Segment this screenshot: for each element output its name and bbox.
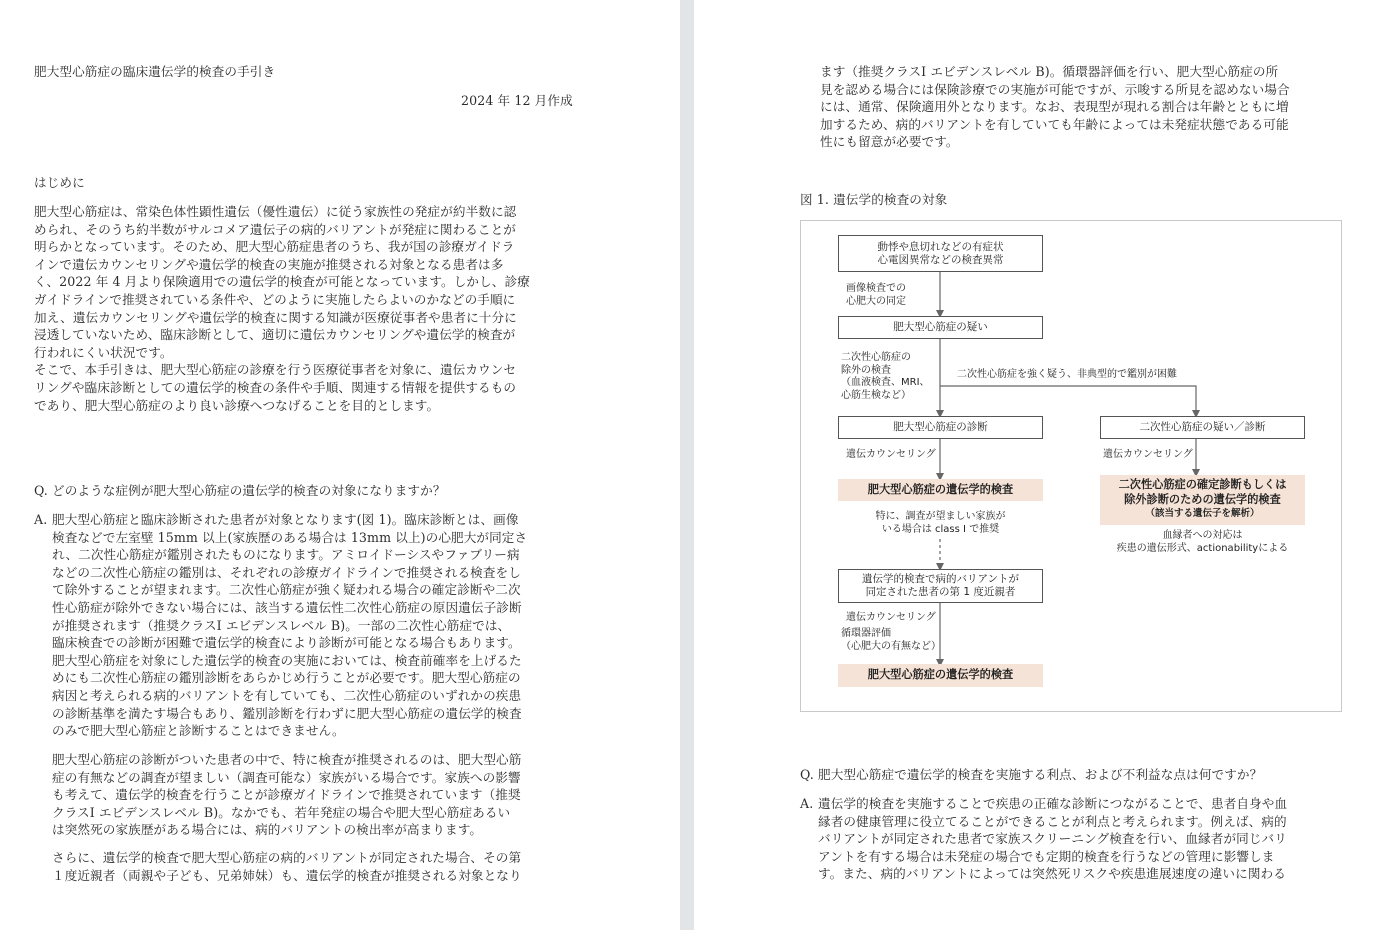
text-line: であり、肥大型心筋症のより良い診療へつなげることを目的とします。 xyxy=(34,397,440,413)
label-counseling-left: 遺伝カウンセリング xyxy=(846,449,936,460)
highlight-secondary-genetic-test xyxy=(1100,475,1305,525)
text-line: 性にも留意が必要です。 xyxy=(820,134,959,150)
label-family-recommend xyxy=(838,511,1043,536)
text-line: 肥大型心筋症は、常染色体性顕性遺伝（優性遺伝）に従う家族性の発症が約半数に認 xyxy=(34,204,517,219)
text-line: 加え、遺伝カウンセリングや遺伝学的検査に関する知識が医療従事者や患者に十分に xyxy=(34,309,517,325)
text-line: めにも二次性心筋症の鑑別診断をあらかじめ行うことが必要です。肥大型心筋症の xyxy=(52,670,521,686)
box-text: 肥大型心筋症の疑い xyxy=(893,321,988,333)
box-suspect-secondary xyxy=(1100,416,1305,439)
text-line: められ、そのうち約半数がサルコメア遺伝子の病的バリアントが発症に関わることが xyxy=(34,221,516,237)
label-text: 血縁者への対応は xyxy=(1162,530,1243,541)
answer-prefix: A. xyxy=(800,796,814,811)
box-text: 遺伝学的検査で病的バリアントが xyxy=(861,573,1020,585)
document-title: 肥大型心筋症の臨床遺伝学的検査の手引き xyxy=(34,64,276,79)
label-exclusion-test xyxy=(841,352,930,402)
text-line: 症の有無などの調査が望ましい（調査可能な）家族がいる場合です。家族への影響 xyxy=(52,769,521,785)
answer-prefix: A. xyxy=(34,512,48,527)
text-line: 肥大型心筋症を対象にした遺伝学的検査の実施においては、検査前確率を上げるた xyxy=(52,652,522,668)
label-relatives xyxy=(1090,530,1315,555)
text-line: 臨床検査での診断が困難で遺伝学的検査により診断が可能となる場合もあります。 xyxy=(52,635,521,651)
text-line: アントを有する場合は未発症の場合でも定期的検査を行うなどの管理に影響しま xyxy=(818,848,1275,864)
label-text: 除外の検査 xyxy=(841,364,891,376)
answer-block xyxy=(34,511,579,740)
text-line: 肥大型心筋症と臨床診断された患者が対象となります(図 1)。臨床診断とは、画像 xyxy=(52,512,519,527)
paragraph-family xyxy=(52,751,521,839)
text-line: １度近親者（両親や子ども、兄弟姉妹）も、遺伝学的検査が推奨される対象となり xyxy=(52,867,522,883)
label-text: 二次性心筋症の xyxy=(841,352,911,363)
text-line: そこで、本手引きは、肥大型心筋症の診療を行う医療従事者を対象に、遺伝カウンセ xyxy=(34,362,517,378)
text-line: 見を認める場合には保険診療での実施が可能ですが、示唆する所見を認めない場合 xyxy=(820,81,1290,97)
text-line: 性心筋症が除外できない場合には、該当する遺伝性二次性心筋症の原因遺伝子診断 xyxy=(52,599,522,615)
text-line: さらに、遺伝学的検査で肥大型心筋症の病的バリアントが同定された場合、その第 xyxy=(52,850,522,865)
highlight-hcm-genetic-test-bottom xyxy=(838,664,1043,687)
text-line: のみで肥大型心筋症と診断することはできません。 xyxy=(52,723,345,739)
label-text: 疾患の遺伝形式、actionabilityによる xyxy=(1116,542,1289,554)
highlight-hcm-genetic-test xyxy=(838,479,1043,501)
label-cardio-eval xyxy=(841,628,941,653)
text-line: す。また、病的バリアントによっては突然死リスクや疾患進展速度の違いに関わる xyxy=(818,866,1286,882)
text-line: は突然死の家族歴がある場合には、病的バリアントの検出率が高まります。 xyxy=(52,822,483,838)
box-first-degree-relatives xyxy=(838,569,1043,603)
text-line: インで遺伝カウンセリングや遺伝学的検査の実施が推奨される対象となる患者は多 xyxy=(34,256,504,272)
box-diagnosis-hcm xyxy=(838,416,1043,439)
box-text: 心電図異常などの検査異常 xyxy=(877,253,1004,266)
text-line: 加するため、病的バリアントを有していても年齢によっては未発症状態である可能 xyxy=(820,116,1289,132)
text-line: 縁者の健康管理に役立てることができることが利点と考えられます。例えば、病的 xyxy=(818,813,1287,829)
answer-block xyxy=(800,795,1345,883)
text-line: れ、二次性心筋症が鑑別されたものになります。アミロイドーシスやファブリー病 xyxy=(52,547,520,563)
box-text: 動悸や息切れなどの有症状 xyxy=(877,240,1004,253)
question-heading: Q. どのような症例が肥大型心筋症の遺伝学的検査の対象になりますか？ xyxy=(34,483,446,498)
intro-paragraph xyxy=(34,203,530,414)
box-suspect-hcm xyxy=(838,316,1043,339)
text-line: バリアントが同定された患者で家族スクリーニング検査を行い、血縁者が同じバリ xyxy=(818,831,1287,847)
document-page-right xyxy=(694,0,1377,930)
label-text: 画像検査での xyxy=(846,283,906,294)
text-line: リングや臨床診断としての遺伝学的検査の条件や手順、関連する情報を提供するもの xyxy=(34,379,517,395)
text-line: の診断基準を満たす場合もあり、鑑別診断を行わずに肥大型心筋症の遺伝学的検査 xyxy=(52,705,522,721)
label-text: 特に、調査が望ましい家族が xyxy=(875,511,1006,522)
text-line: クラスⅠ エビデンスレベル B)。なかでも、若年発症の場合や肥大型心筋症あるい xyxy=(52,804,511,820)
box-symptoms xyxy=(838,235,1043,272)
label-branch: 二次性心筋症を強く疑う、非典型的で鑑別が困難 xyxy=(957,369,1177,380)
highlight-text: 除外診断のための遺伝学的検査 xyxy=(1124,492,1281,506)
label-imaging xyxy=(846,283,906,308)
text-line: 明らかとなっています。そのため、肥大型心筋症患者のうち、我が国の診療ガイドラ xyxy=(34,239,515,255)
continued-paragraph xyxy=(820,63,1290,151)
text-line: も考えて、遺伝学的検査を行うことが診療ガイドラインで推奨されています（推奨 xyxy=(52,787,521,803)
arrow xyxy=(940,386,1196,414)
text-line: には、通常、保険適用外となります。なお、表現型が現れる割合は年齢とともに増 xyxy=(820,99,1289,115)
text-line: 病因と考えられる病的バリアントを有していても、二次性心筋症のいずれかの疾患 xyxy=(52,687,522,703)
label-counseling-bottom: 遺伝カウンセリング xyxy=(846,612,936,623)
box-text: 二次性心筋症の疑い／診断 xyxy=(1139,421,1266,433)
text-line: 肥大型心筋症の診断がついた患者の中で、特に検査が推奨されるのは、肥大型心筋 xyxy=(52,752,522,767)
intro-heading: はじめに xyxy=(34,175,85,190)
text-line: 検査などで左室壁 15mm 以上(家族歴のある場合は 13mm 以上)の心肥大が同定さ xyxy=(52,529,528,545)
box-text: 同定された患者の第 1 度近親者 xyxy=(865,586,1016,598)
label-text: 循環器評価 xyxy=(841,628,891,639)
label-text: （血液検査、MRI、 xyxy=(841,377,930,388)
highlight-text: 肥大型心筋症の遺伝学的検査 xyxy=(867,668,1014,682)
label-text: いる場合は class I で推奨 xyxy=(881,523,1000,535)
document-page-left xyxy=(0,0,680,930)
text-line: ガイドラインで推奨されている条件や、どのように実施したらよいのかなどの手順に xyxy=(34,291,516,307)
text-line: 遺伝学的検査を実施することで疾患の正確な診断につながることで、患者自身や血 xyxy=(818,796,1288,811)
highlight-text: 二次性心筋症の確定診断もしくは xyxy=(1118,478,1287,492)
creation-date: 2024 年 12 月作成 xyxy=(461,93,573,108)
question-heading: Q. 肥大型心筋症で遺伝学的検査を実施する利点、および不利益な点は何ですか？ xyxy=(800,767,1263,782)
label-text: 心肥大の同定 xyxy=(846,295,906,307)
label-counseling-right: 遺伝カウンセリング xyxy=(1103,449,1193,460)
label-text: 心筋生検など） xyxy=(841,389,911,401)
highlight-subtext: （該当する遺伝子を解析） xyxy=(1145,508,1260,520)
highlight-text: 肥大型心筋症の遺伝学的検査 xyxy=(867,482,1014,496)
answer-paragraph xyxy=(818,795,1345,883)
paragraph-relatives xyxy=(52,849,522,884)
text-line: て除外することが望まれます。二次性心筋症が強く疑われる場合の確定診断や二次 xyxy=(52,582,521,598)
text-line: が推奨されます（推奨クラスⅠ エビデンスレベル B)。一部の二次性心筋症では、 xyxy=(52,617,511,633)
box-text: 肥大型心筋症の診断 xyxy=(893,421,988,433)
text-line: などの二次性心筋症の鑑別は、それぞれの診療ガイドラインで推奨される検査をし xyxy=(52,564,521,580)
flowchart-figure xyxy=(800,220,1342,712)
text-line: 行われにくい状況です。 xyxy=(34,344,173,360)
text-line: 浸透していないため、臨床診断として、適切に遺伝カウンセリングや遺伝学的検査が xyxy=(34,327,516,343)
figure-caption: 図 1. 遺伝学的検査の対象 xyxy=(800,192,948,207)
text-line: ます（推奨クラスⅠ エビデンスレベル B)。循環器評価を行い、肥大型心筋症の所 xyxy=(820,64,1279,79)
answer-paragraph xyxy=(52,511,579,740)
text-line: く、2022 年 4 月より保険適用での遺伝学的検査が可能となっています。しかし、診療 xyxy=(34,274,530,290)
label-text: （心肥大の有無など） xyxy=(841,640,941,652)
